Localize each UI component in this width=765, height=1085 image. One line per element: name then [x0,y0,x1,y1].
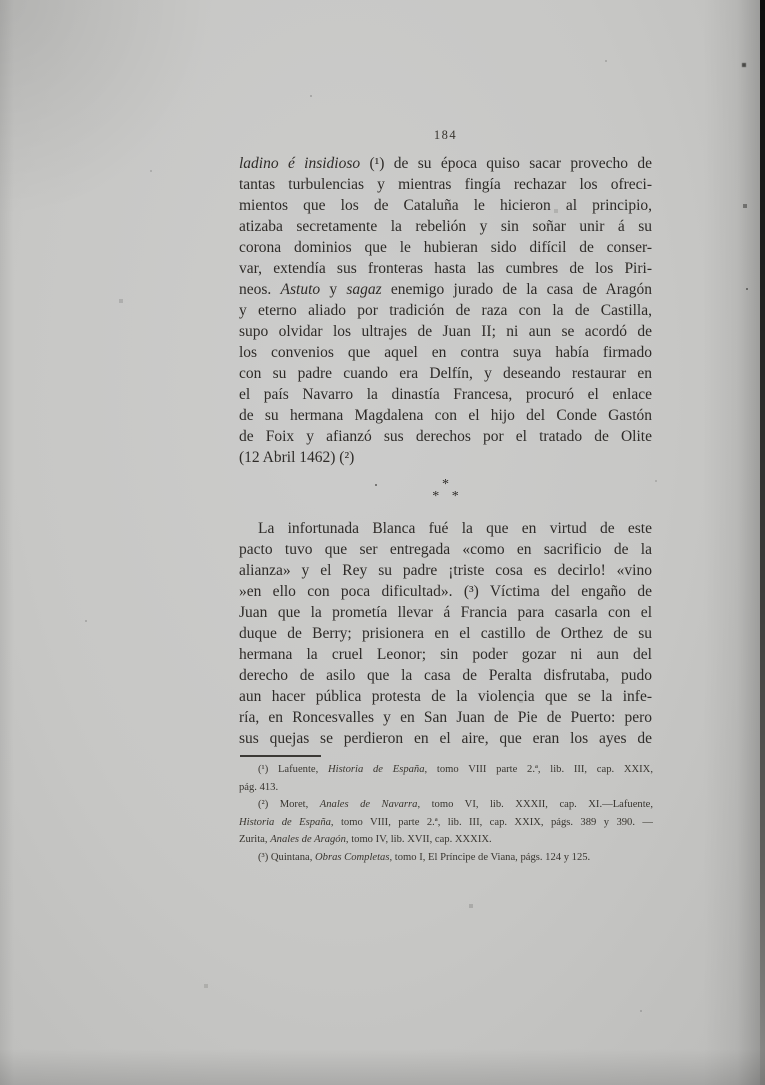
text-line: var, extendía sus fronteras hasta las cumbres de los Piri- [239,260,652,277]
text-line: Juan que la prometía llevar á Francia para casarla con el [239,604,652,621]
text-line: (²) Moret, Anales de Navarra, tomo VI, lib. XXXII, cap. XI.—Lafuente, [258,799,653,811]
text-line: de Foix y afianzó sus derechos por el tratado de Olite [239,428,652,445]
text-line: corona dominios que le hubieran sido difícil de conser- [239,239,652,256]
text-line: »en ello con poca dificultad». (³) Víctima del engaño de [239,583,652,600]
text-line: aun hacer pública protesta de la violencia que se la infe- [239,688,652,705]
footnote-separator-rule [240,755,321,757]
footnote [239,761,653,796]
footnote [239,849,653,867]
body-text-column [239,153,652,749]
text-line: Zurita, Anales de Aragón, tomo IV, lib. XVII, cap. XXXIX. [239,834,492,846]
scan-edge-strip [760,0,765,1085]
footnote [239,796,653,849]
text-line: pacto tuvo que ser entregada «como en sacrificio de la [239,541,652,558]
text-line: tantas turbulencias y mientras fingía rechazar los ofreci- [239,176,652,193]
footnotes-block [239,761,653,867]
scan-shadow-bottom [0,1049,765,1085]
text-line: alianza» y el Rey su padre ¡triste cosa es decirlo! «vino [239,562,652,579]
asterism-separator [239,468,652,518]
text-line: sus quejas se perdieron en el aire, que eran los ayes de [239,730,652,747]
text-line: (¹) Lafuente, Historia de España, tomo VIII parte 2.ª, lib. III, cap. XXIX, [258,764,653,775]
scan-shadow-left [0,0,14,1085]
text-line: derecho de asilo que la casa de Peralta disfrutaba, pudo [239,667,652,684]
text-line: ladino é insidioso (¹) de su época quiso sacar provecho de [239,155,652,172]
page-number: 184 [433,128,458,142]
asterism-bottom: * * [432,489,459,504]
text-line: neos. Astuto y sagaz enemigo jurado de la casa de Aragón [239,281,652,298]
text-line: duque de Berry; prisionera en el castillo de Orthez de su [239,625,652,642]
paragraph-second [239,518,652,749]
text-line: (12 Abril 1462) (²) [239,449,355,466]
text-line: atizaba secretamente la rebelión y sin soñar unir á su [239,218,652,235]
asterism-top: * [442,477,449,492]
text-line: los convenios que aquel en contra suya había firmado [239,344,652,361]
text-line: pág. 413. [239,781,279,793]
text-line: La infortunada Blanca fué la que en virtud de este [258,520,652,537]
text-line: (³) Quintana, Obras Completas, tomo I, El Príncipe de Viana, págs. 124 y 125. [258,851,591,863]
text-line: y eterno aliado por tradición de raza con la de Castilla, [239,302,652,319]
text-line: de su hermana Magdalena con el hijo del Conde Gastón [239,407,652,424]
text-line: supo olvidar los ultrajes de Juan II; ni aun se acordó de [239,323,652,340]
text-line: ría, en Roncesvalles y en San Juan de Pie de Puerto: pero [239,709,652,726]
paragraph-first [239,153,652,468]
text-line: hermana la cruel Leonor; sin poder gozar ni aun del [239,646,652,663]
scan-noise-specks [0,0,2,2]
scan-shadow-top-left [0,0,220,220]
text-line: mientos que los de Cataluña le hicieron al principio, [239,197,652,214]
text-line: el país Navarro la dinastía Francesa, procuró el enlace [239,386,652,403]
text-line: con su padre cuando era Delfín, y deseando restaurar en [239,365,652,382]
text-line: Historia de España, tomo VIII, parte 2.ª, lib. III, cap. XXIX, págs. 389 y 390. — [239,816,653,828]
scan-shadow-right [703,0,765,1085]
